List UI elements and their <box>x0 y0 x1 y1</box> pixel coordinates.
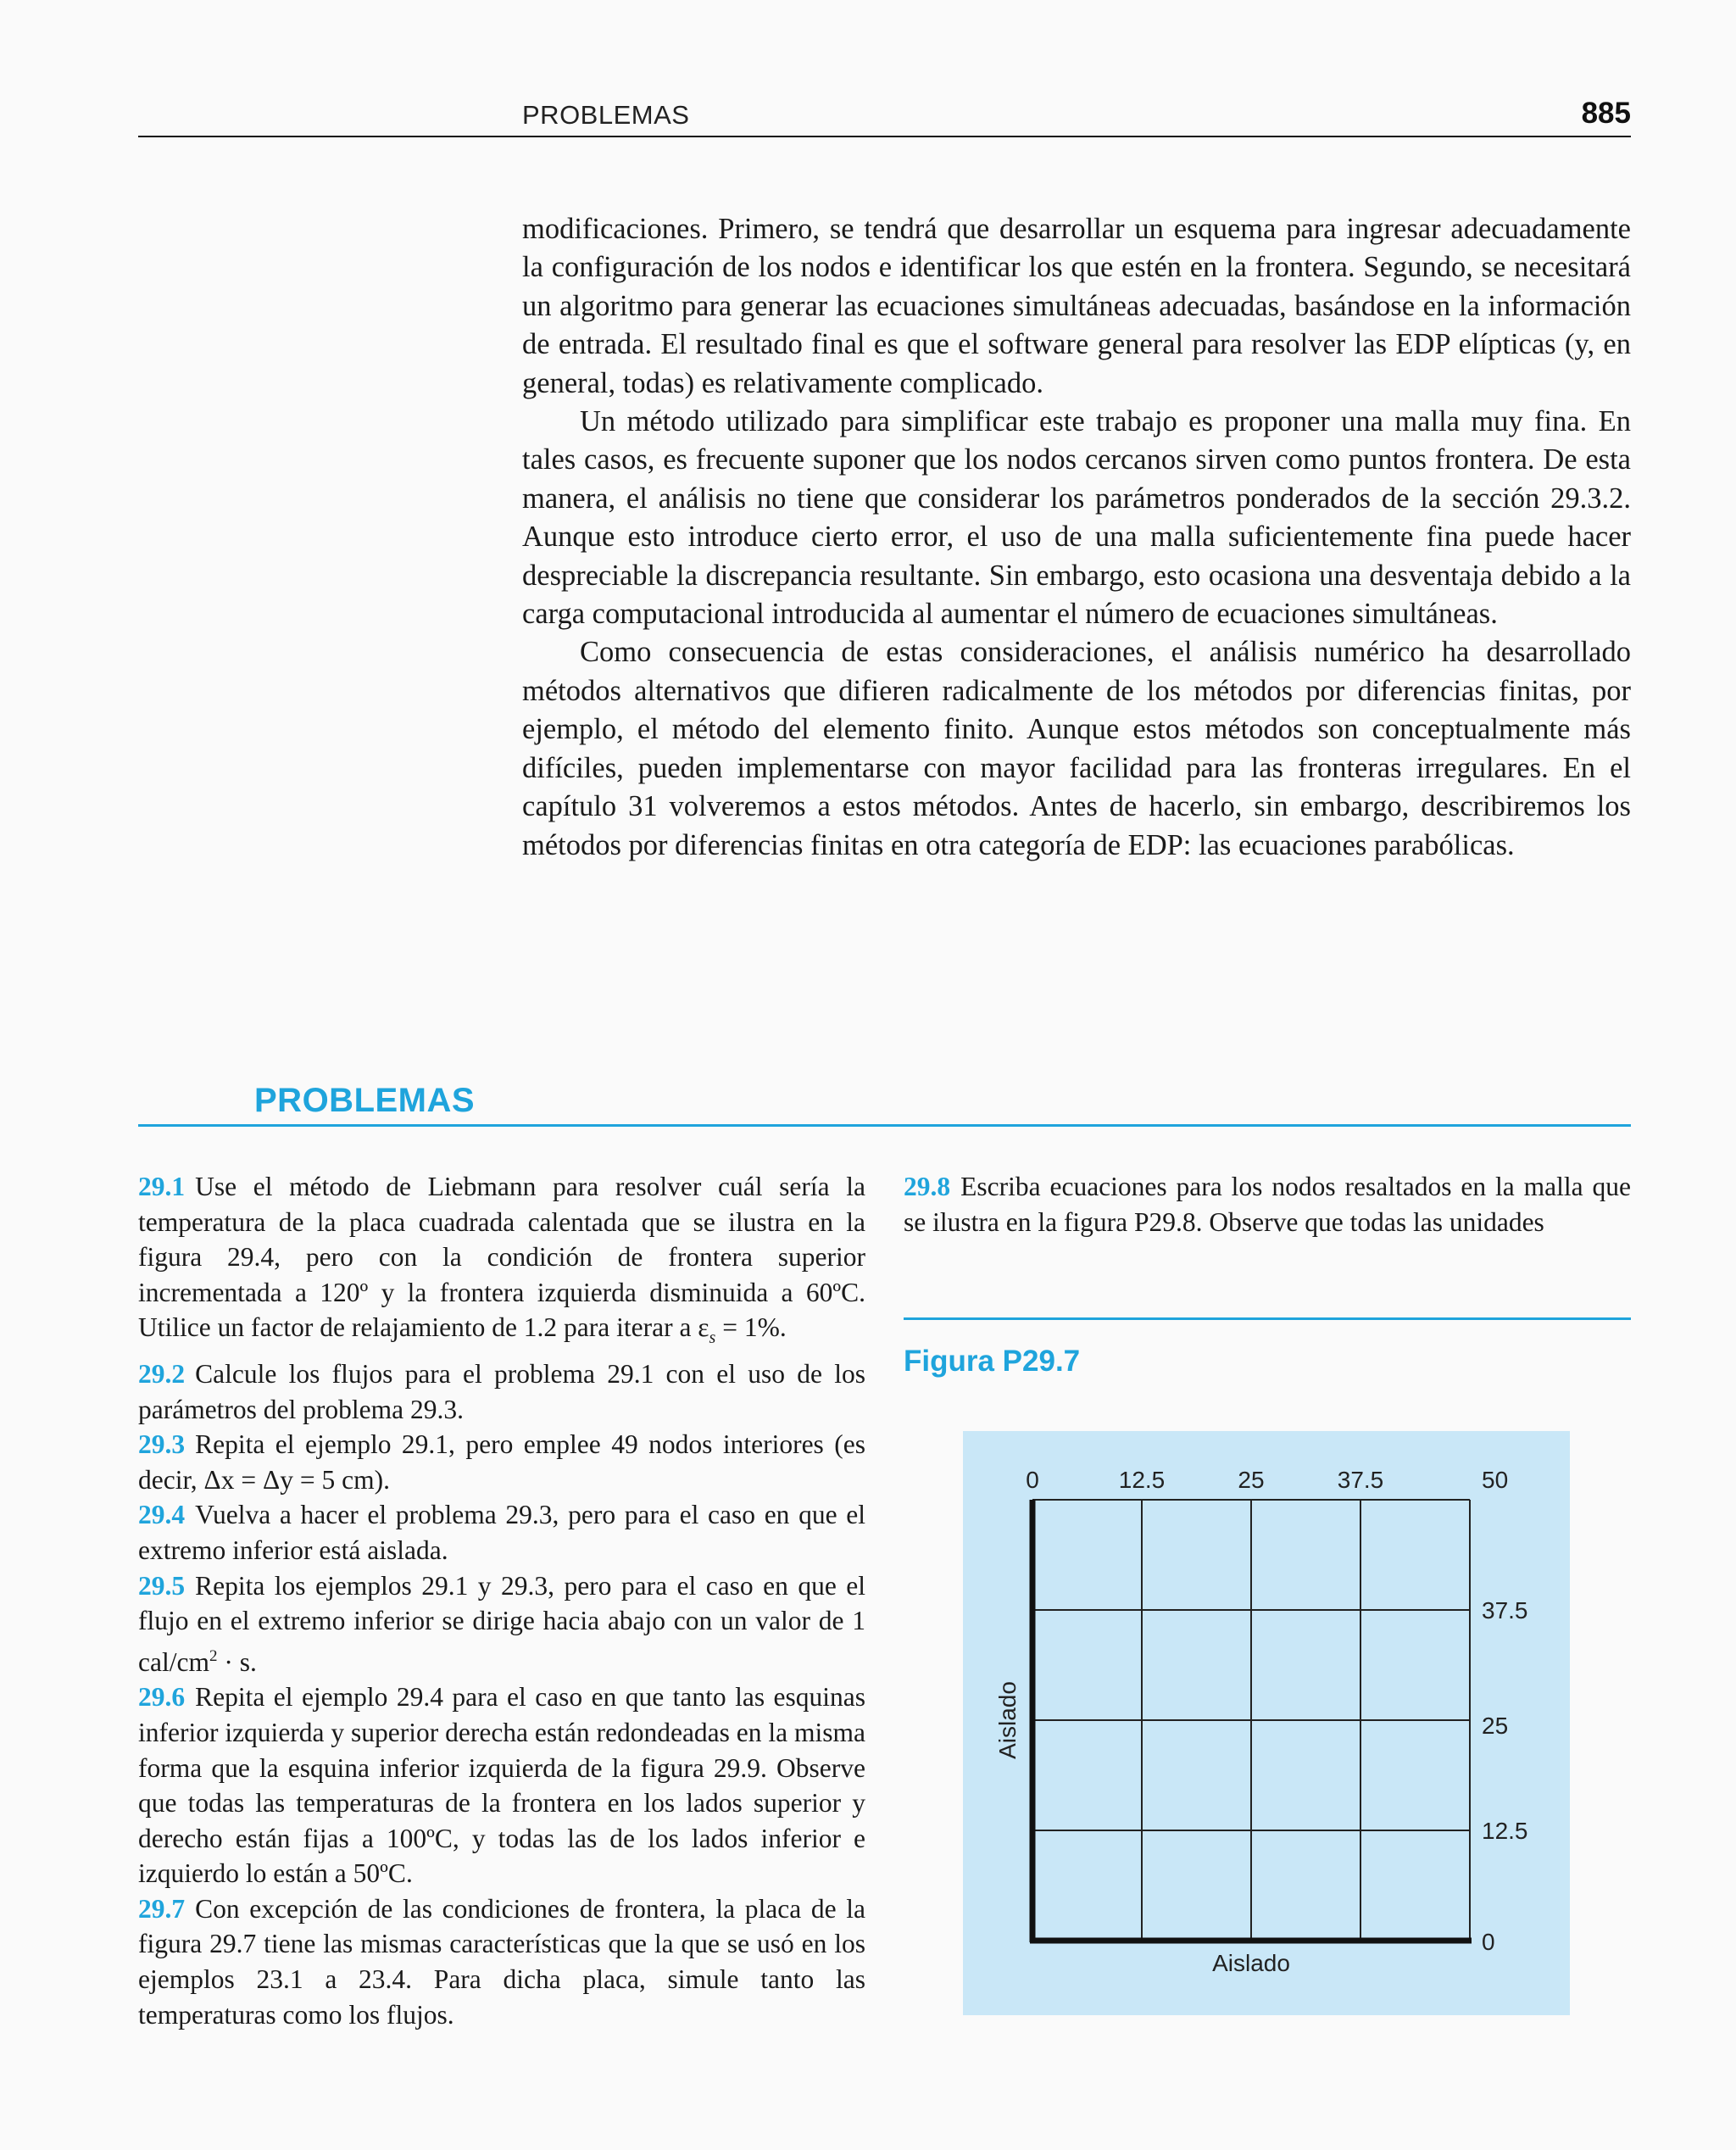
problem-item <box>138 1679 865 1891</box>
top-label: 0 <box>1026 1467 1039 1493</box>
grid-lines <box>1032 1500 1470 1941</box>
problem-item <box>138 1169 865 1356</box>
top-label: 12.5 <box>1118 1467 1166 1493</box>
problems-left-column <box>138 1169 865 2032</box>
problem-item <box>138 1427 865 1497</box>
problem-number: 29.6 <box>138 1682 186 1713</box>
top-label: 37.5 <box>1337 1467 1384 1493</box>
body-text <box>522 210 1631 865</box>
problem-text: Calcule los flujos para el problema 29.1 con el uso de los parámetros del problema 29.3. <box>138 1358 865 1424</box>
body-paragraph: modificaciones. Primero, se tendrá que desarrollar un esquema para ingresar adecuadamente la configuración de los nodos e identificar los que estén en la frontera. Segundo, se necesitará un algoritmo para generar las ecuaciones simultáneas adecuadas, basándose en la información de entrada. El resultado final es que el software general para resolver las EDP elípticas (y, en general, todas) es relativamente complicado. <box>522 213 1631 399</box>
problem-text: · s. <box>217 1646 257 1677</box>
problem-text: Repita el ejemplo 29.4 para el caso en que tanto las esquinas inferior izquierda y superior derecha están redondeadas en la misma forma que la esquina inferior izquierda de la figura 29.9. Observe que todas las temperaturas de la frontera en los lados superior y derecho están fijas a 100ºC, y todas las de los lados inferior e izquierdo lo están a 50ºC. <box>138 1682 866 1889</box>
right-label: 12.5 <box>1482 1818 1528 1844</box>
problems-rule <box>138 1124 1631 1127</box>
problem-text: Repita el ejemplo 29.1, pero emplee 49 nodos interiores (es decir, Δx = Δy = 5 cm). <box>138 1429 865 1495</box>
problem-text: = 1%. <box>715 1312 787 1343</box>
problem-item <box>138 1497 865 1568</box>
right-label: 0 <box>1482 1929 1495 1955</box>
problem-item <box>138 1568 865 1680</box>
problems-right-column <box>904 1169 1631 1239</box>
figure-title: Figura P29.7 <box>904 1345 1081 1378</box>
top-label: 50 <box>1482 1467 1509 1493</box>
problem-number: 29.4 <box>138 1500 186 1530</box>
problem-item <box>138 1356 865 1427</box>
problem-text: Repita los ejemplos 29.1 y 29.3, pero para el caso en que el flujo en el extremo inferior se dirige hacia abajo con un valor de 1 cal/cm <box>138 1570 865 1677</box>
figure-grid-svg <box>963 1431 1570 2015</box>
header-rule <box>138 136 1631 137</box>
right-label: 25 <box>1482 1713 1509 1739</box>
problem-number: 29.2 <box>138 1358 186 1389</box>
problem-subscript: s <box>709 1328 716 1348</box>
top-label: 25 <box>1238 1467 1265 1493</box>
problem-number: 29.1 <box>138 1172 186 1201</box>
problem-item <box>904 1169 1631 1239</box>
problem-text: Escriba ecuaciones para los nodos resaltados en la malla que se ilustra en la figura P29.8. Observe que todas las unidades <box>904 1172 1631 1237</box>
body-paragraph: Como consecuencia de estas consideraciones, el análisis numérico ha desarrollado métodos alternativos que difieren radicalmente de los métodos por diferencias finitas, por ejemplo, el método del elemento finito. Aunque estos métodos son conceptualmente más difíciles, pueden implementarse con mayor facilidad para las fronteras irregulares. En el capítulo 31 volveremos a estos métodos. Antes de hacerlo, sin embargo, describiremos los métodos por diferencias finitas en otra categoría de EDP: las ecuaciones parabólicas. <box>522 636 1631 861</box>
problem-text: Con excepción de las condiciones de frontera, la placa de la figura 29.7 tiene las mismas características que la que se usó en los ejemplos 23.1 a 23.4. Para dicha placa, simule tanto las temperaturas como los flujos. <box>138 1893 865 2030</box>
page-number: 885 <box>1581 97 1631 130</box>
problem-number: 29.8 <box>904 1172 951 1201</box>
figure-panel <box>963 1431 1570 2015</box>
left-insulated-label: Aislado <box>994 1681 1021 1759</box>
problem-number: 29.5 <box>138 1570 186 1601</box>
problem-number: 29.7 <box>138 1893 186 1924</box>
problems-heading: PROBLEMAS <box>254 1082 476 1119</box>
body-paragraph: Un método utilizado para simplificar este trabajo es proponer una malla muy fina. En tales casos, es frecuente suponer que los nodos cercanos sirven como puntos frontera. De esta manera, el análisis no tiene que considerar los parámetros ponderados de la sección 29.3.2. Aunque esto introduce cierto error, el uso de una malla suficientemente fina puede hacer despreciable la discrepancia resultante. Sin embargo, esto ocasiona una desventaja debido a la carga computacional introducida al aumentar el número de ecuaciones simultáneas. <box>522 405 1631 631</box>
running-header-section: PROBLEMAS <box>522 100 690 130</box>
figure-rule <box>904 1317 1631 1320</box>
right-label: 37.5 <box>1482 1597 1528 1624</box>
problem-number: 29.3 <box>138 1429 186 1460</box>
problem-text: Vuelva a hacer el problema 29.3, pero para el caso en que el extremo inferior está aislada. <box>138 1500 865 1565</box>
problem-superscript: 2 <box>209 1646 218 1665</box>
problem-item <box>138 1891 865 2032</box>
bottom-insulated-label: Aislado <box>1212 1950 1290 1976</box>
problem-text: Use el método de Liebmann para resolver cuál sería la temperatura de la placa cuadrada calentada que se ilustra en la figura 29.4, pero con la condición de frontera superior incrementada a 120º y la frontera izquierda disminuida a 60ºC. Utilice un factor de relajamiento de 1.2 para iterar a ε <box>138 1172 865 1343</box>
